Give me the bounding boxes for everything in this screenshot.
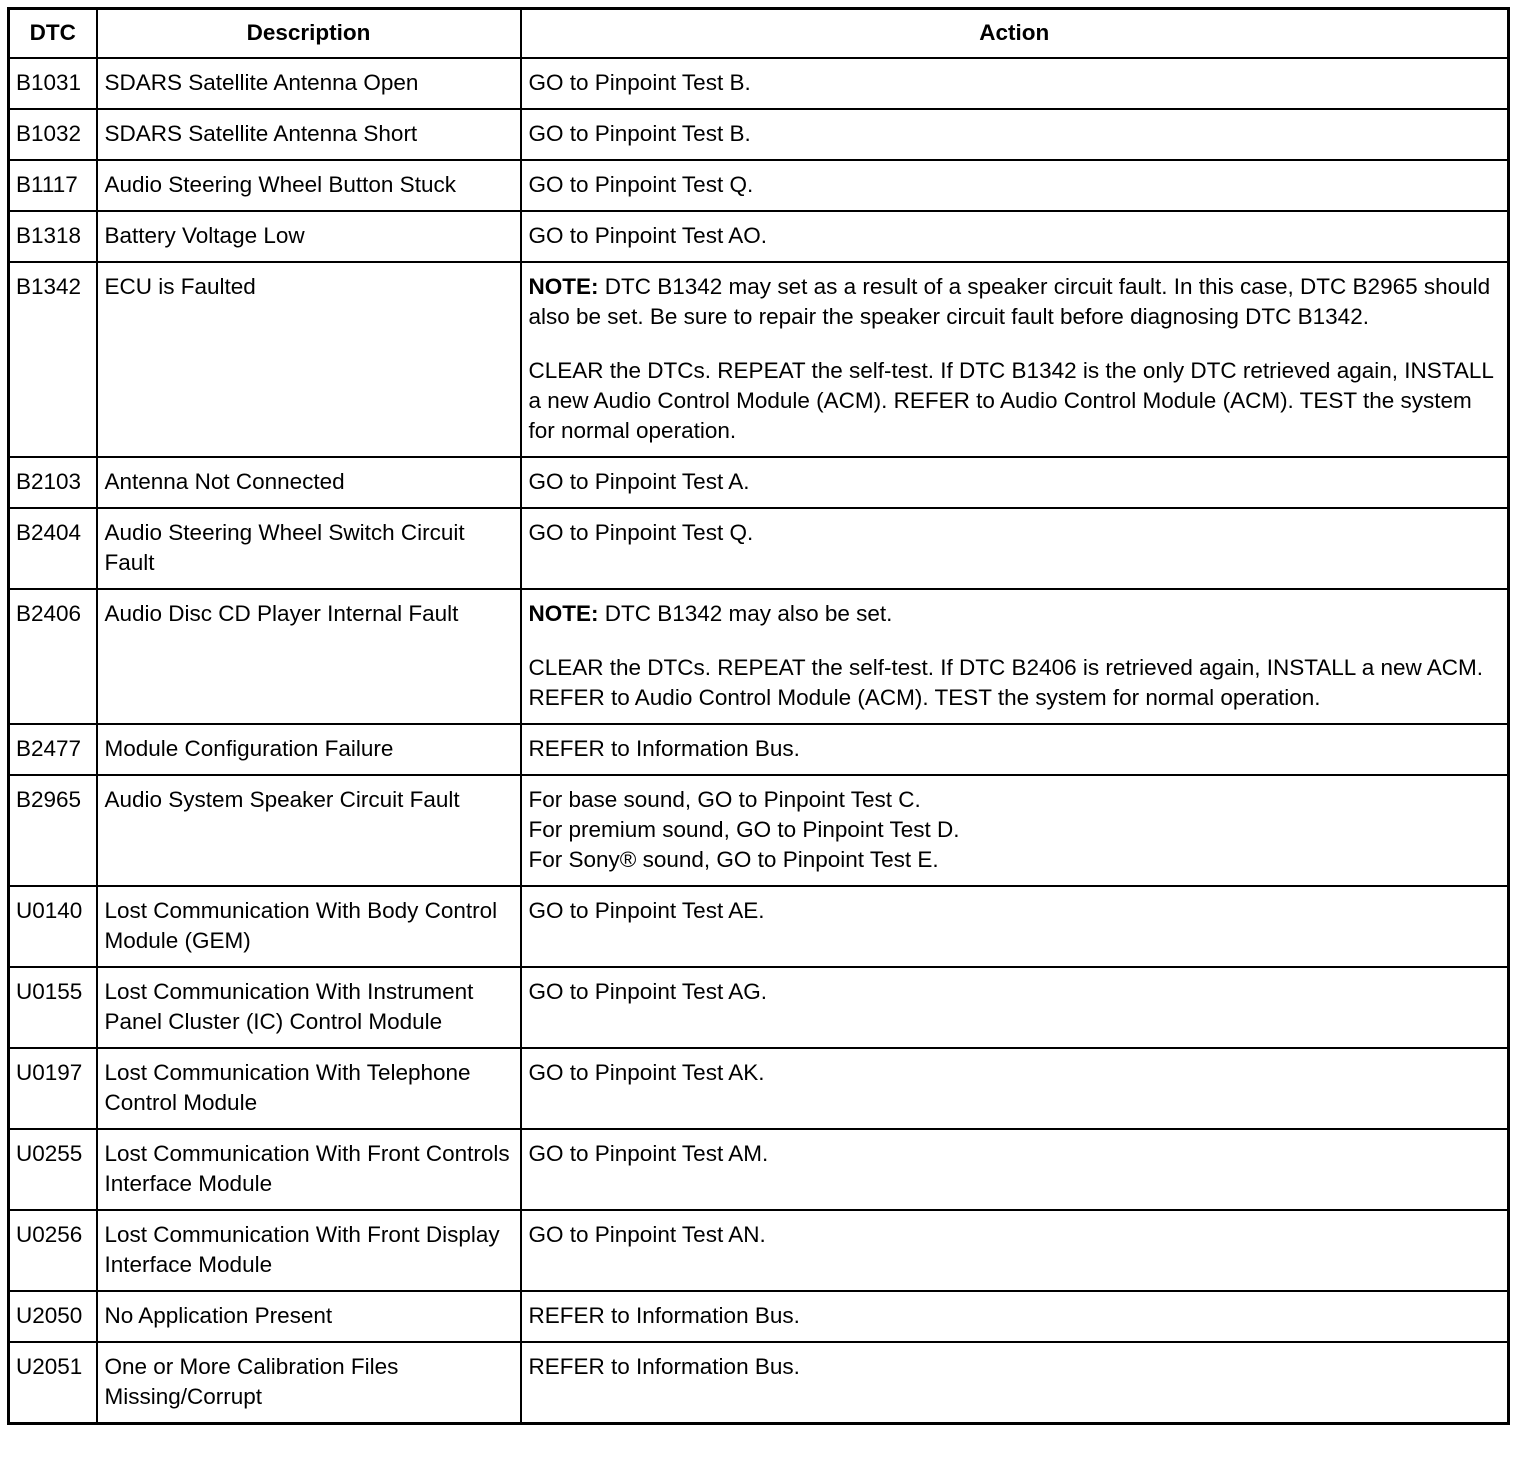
action-line: For premium sound, GO to Pinpoint Test D. [528, 817, 960, 842]
dtc-description: No Application Present [97, 1291, 521, 1342]
dtc-action: REFER to Information Bus. [521, 724, 1509, 775]
dtc-action: GO to Pinpoint Test AE. [521, 886, 1509, 967]
note-label: NOTE: [528, 274, 599, 299]
header-action: Action [521, 9, 1509, 59]
dtc-action: GO to Pinpoint Test B. [521, 109, 1509, 160]
dtc-description: Audio Steering Wheel Button Stuck [97, 160, 521, 211]
dtc-description: Audio Steering Wheel Switch Circuit Fault [97, 508, 521, 589]
dtc-code: B2404 [9, 508, 97, 589]
dtc-code: B1031 [9, 58, 97, 109]
dtc-description: Audio Disc CD Player Internal Fault [97, 589, 521, 724]
table-row [9, 508, 1509, 589]
dtc-description: Lost Communication With Instrument Panel Cluster (IC) Control Module [97, 967, 521, 1048]
action-text: CLEAR the DTCs. REPEAT the self-test. If DTC B1342 is the only DTC retrieved again, INSTALL a new Audio Control Module (ACM). REFER to Audio Control Module (ACM). TEST the system for normal operation. [528, 358, 1494, 443]
dtc-description: SDARS Satellite Antenna Short [97, 109, 521, 160]
dtc-description: Lost Communication With Front Display Interface Module [97, 1210, 521, 1291]
dtc-action: GO to Pinpoint Test B. [521, 58, 1509, 109]
table-body [9, 58, 1509, 1424]
table-row [9, 1342, 1509, 1424]
header-dtc: DTC [9, 9, 97, 59]
action-note [529, 272, 1501, 332]
action-line: For Sony® sound, GO to Pinpoint Test E. [528, 847, 939, 872]
dtc-code: U0155 [9, 967, 97, 1048]
dtc-description: SDARS Satellite Antenna Open [97, 58, 521, 109]
dtc-description: Antenna Not Connected [97, 457, 521, 508]
dtc-action [521, 589, 1509, 724]
dtc-description: Module Configuration Failure [97, 724, 521, 775]
dtc-code: U2050 [9, 1291, 97, 1342]
dtc-description: Lost Communication With Front Controls Interface Module [97, 1129, 521, 1210]
dtc-action: GO to Pinpoint Test Q. [521, 508, 1509, 589]
note-text: DTC B1342 may also be set. [598, 601, 893, 626]
dtc-code: B2477 [9, 724, 97, 775]
table-row [9, 457, 1509, 508]
table-row [9, 967, 1509, 1048]
dtc-action [521, 775, 1509, 886]
dtc-action: GO to Pinpoint Test A. [521, 457, 1509, 508]
action-note [529, 599, 1501, 629]
dtc-code: B1032 [9, 109, 97, 160]
dtc-code: B1318 [9, 211, 97, 262]
dtc-description: Audio System Speaker Circuit Fault [97, 775, 521, 886]
table-row [9, 109, 1509, 160]
dtc-action: GO to Pinpoint Test AO. [521, 211, 1509, 262]
table-row [9, 589, 1509, 724]
table-row [9, 58, 1509, 109]
dtc-code: U2051 [9, 1342, 97, 1424]
dtc-action: GO to Pinpoint Test AG. [521, 967, 1509, 1048]
dtc-action: REFER to Information Bus. [521, 1342, 1509, 1424]
dtc-description: One or More Calibration Files Missing/Corrupt [97, 1342, 521, 1424]
note-text: DTC B1342 may set as a result of a speaker circuit fault. In this case, DTC B2965 should also be set. Be sure to repair the speaker circuit fault before diagnosing DTC B1342. [528, 274, 1491, 329]
header-row [9, 9, 1509, 59]
action-text: CLEAR the DTCs. REPEAT the self-test. If DTC B2406 is retrieved again, INSTALL a new ACM. REFER to Audio Control Module (ACM). TEST the system for normal operation. [528, 655, 1484, 710]
table-header [9, 9, 1509, 59]
dtc-code: B1342 [9, 262, 97, 457]
dtc-code: B2965 [9, 775, 97, 886]
dtc-code: U0255 [9, 1129, 97, 1210]
dtc-action: REFER to Information Bus. [521, 1291, 1509, 1342]
table-row [9, 1210, 1509, 1291]
dtc-table [7, 7, 1510, 1425]
header-description: Description [97, 9, 521, 59]
table-row [9, 724, 1509, 775]
table-row [9, 775, 1509, 886]
dtc-code: U0197 [9, 1048, 97, 1129]
dtc-action: GO to Pinpoint Test Q. [521, 160, 1509, 211]
table-row [9, 211, 1509, 262]
dtc-code: B1117 [9, 160, 97, 211]
table-row [9, 262, 1509, 457]
dtc-code: U0256 [9, 1210, 97, 1291]
table-row [9, 1291, 1509, 1342]
note-label: NOTE: [528, 601, 599, 626]
table-row [9, 1048, 1509, 1129]
table-row [9, 886, 1509, 967]
dtc-description: ECU is Faulted [97, 262, 521, 457]
dtc-action: GO to Pinpoint Test AM. [521, 1129, 1509, 1210]
dtc-code: B2103 [9, 457, 97, 508]
dtc-action: GO to Pinpoint Test AN. [521, 1210, 1509, 1291]
dtc-description: Lost Communication With Body Control Module (GEM) [97, 886, 521, 967]
dtc-code: U0140 [9, 886, 97, 967]
action-line: For base sound, GO to Pinpoint Test C. [528, 787, 921, 812]
dtc-action: GO to Pinpoint Test AK. [521, 1048, 1509, 1129]
dtc-action [521, 262, 1509, 457]
dtc-description: Lost Communication With Telephone Control Module [97, 1048, 521, 1129]
dtc-description: Battery Voltage Low [97, 211, 521, 262]
table-row [9, 160, 1509, 211]
dtc-code: B2406 [9, 589, 97, 724]
table-row [9, 1129, 1509, 1210]
